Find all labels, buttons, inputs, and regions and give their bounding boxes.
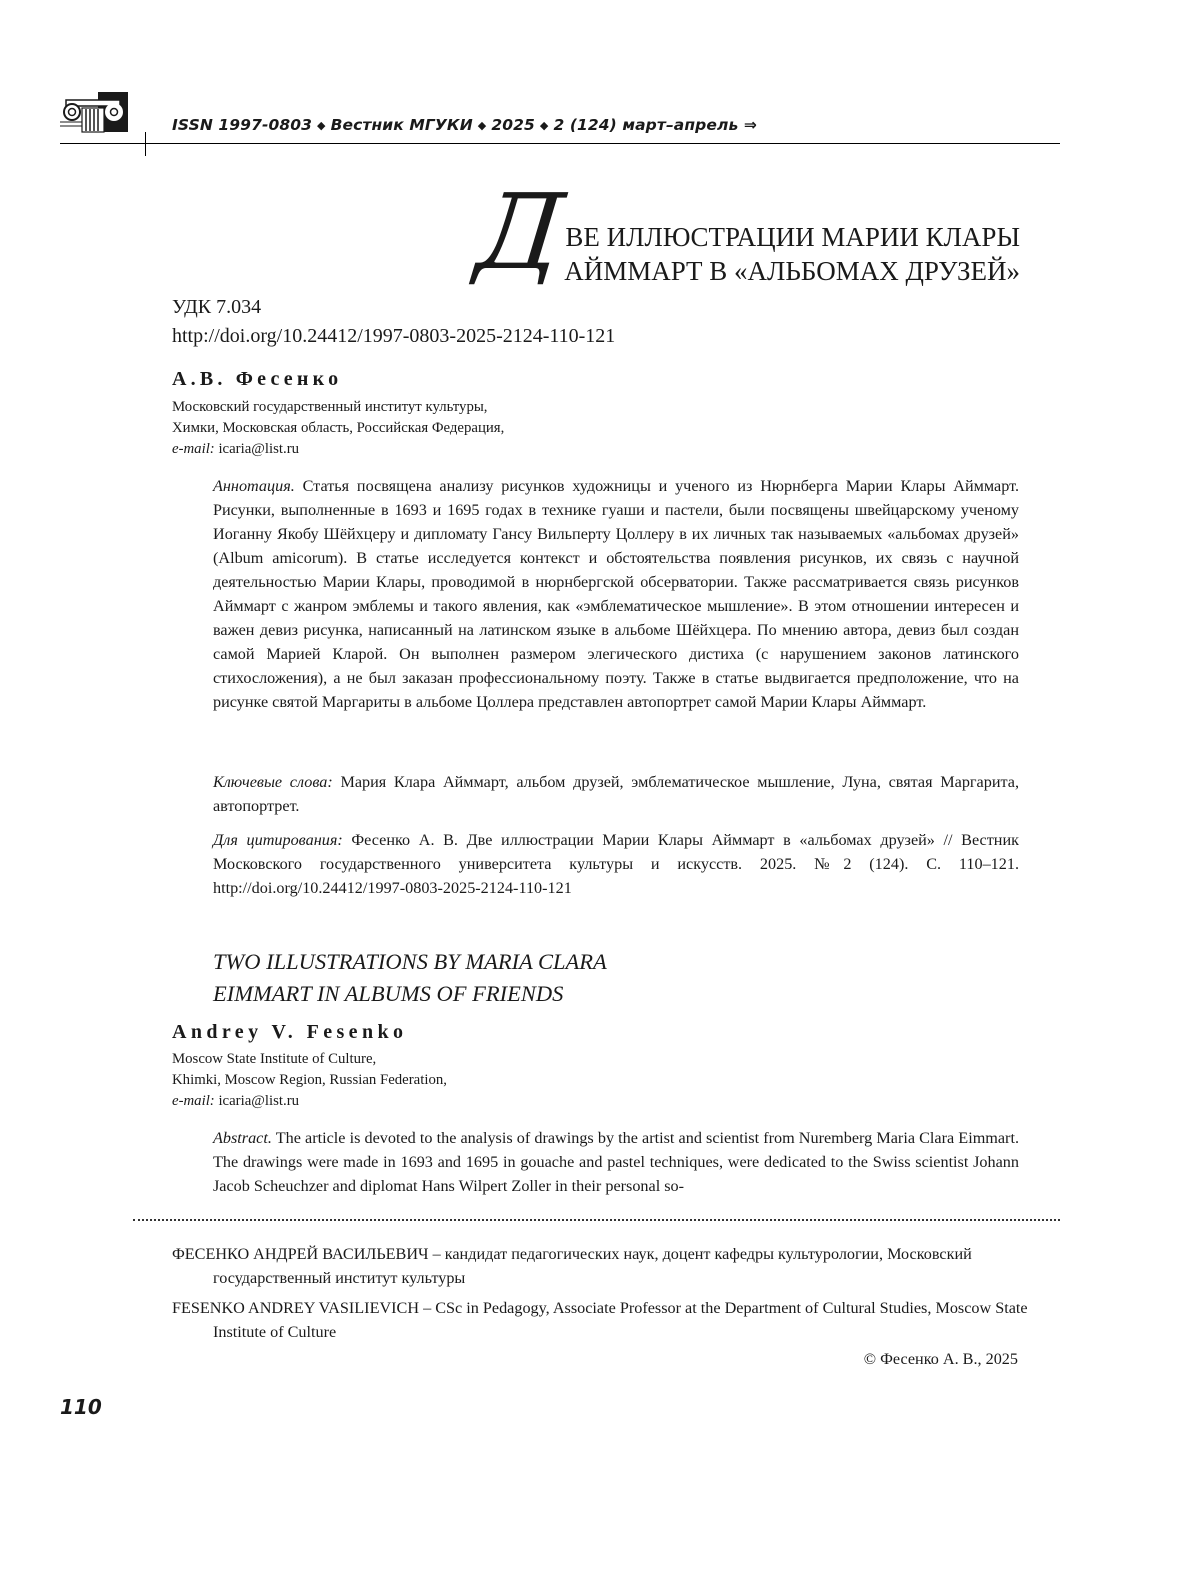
journal-logo-icon [60, 92, 128, 138]
author-bio-ru: ФЕСЕНКО АНДРЕЙ ВАСИЛЬЕВИЧ – кандидат педагогических наук, доцент кафедры культурологии, Московский государственный институт культуры [172, 1245, 972, 1287]
author-name-ru: А.В. Фесенко [172, 368, 343, 390]
affiliation-line-1: Московский государственный институт культуры, [172, 399, 488, 415]
english-title [213, 946, 607, 1010]
journal-year: 2025 [491, 116, 535, 134]
author-email-en [172, 1093, 299, 1110]
annotation-paragraph [213, 474, 1019, 714]
author-name-en: Andrey V. Fesenko [172, 1021, 408, 1043]
keywords-text: Мария Клара Айммарт, альбом друзей, эмблематическое мышление, Луна, святая Маргарита, автопортрет. [213, 773, 1020, 815]
english-title-line-2: EIMMART IN ALBUMS OF FRIENDS [213, 981, 564, 1006]
email-value[interactable]: icaria@list.ru [218, 441, 300, 457]
citation-paragraph [213, 828, 1019, 900]
annotation-label: Аннотация. [213, 477, 295, 495]
header-rule [60, 143, 1060, 144]
journal-name: Вестник МГУКИ [330, 116, 473, 134]
udk-code: УДК 7.034 [172, 296, 262, 318]
keywords-label: Ключевые слова: [213, 773, 333, 791]
email-label: e-mail: [172, 441, 215, 457]
author-email-ru [172, 441, 299, 458]
header-tick [145, 132, 146, 156]
diamond-separator-icon: ◆ [539, 119, 549, 132]
journal-issue: 2 (124) март–апрель ⇒ [553, 116, 757, 134]
footnote-divider [133, 1219, 1060, 1221]
citation-label: Для цитирования: [213, 831, 343, 849]
abstract-label: Abstract. [213, 1129, 272, 1147]
author-bio-en: FESENKO ANDREY VASILIEVICH – CSc in Pedagogy, Associate Professor at the Department of Cultural Studies, Moscow State Institute of Culture [172, 1299, 1028, 1341]
title-line-1: ВЕ ИЛЛЮСТРАЦИИ МАРИИ КЛАРЫ [565, 222, 1020, 252]
title-line-2: АЙММАРТ В «АЛЬБОМАХ ДРУЗЕЙ» [564, 256, 1020, 286]
keywords-paragraph [213, 770, 1019, 818]
email-value[interactable]: icaria@list.ru [218, 1093, 300, 1109]
english-title-line-1: TWO ILLUSTRATIONS BY MARIA CLARA [213, 949, 607, 974]
abstract-paragraph [213, 1126, 1019, 1198]
page-number: 110 [60, 1395, 102, 1419]
affiliation-en-line-2: Khimki, Moscow Region, Russian Federation, [172, 1072, 447, 1088]
annotation-text: Статья посвящена анализу рисунков художницы и ученого из Нюрнберга Марии Клары Айммарт. Рисунки, выполненные в 1693 и 1695 годах в технике гуаши и пастели, были посвящены швейцарскому ученому Иоганну Якобу Шёйхцеру и дипломату Гансу Вильперту Цоллеру в их личных так называемых «альбомах друзей» (Album amicorum). В статье исследуется контекст и обстоятельства появления рисунков, их связь с научной деятельностью Марии Клары, проводимой в нюрнбергской обсерватории. Также рассматривается связь рисунков Айммарт с жанром эмблемы и такого явления, как «эмблематическое мышление». В этом отношении интересен и важен девиз рисунка, написанный на латинском языке в альбоме Шёйхцера. По мнению автора, девиз был создан самой Марией Кларой. Он выполнен размером элегического дистиха (с нарушением законов латинского стихосложения), а не был заказан профессиональному поэту. Также в статье выдвигается предположение, что на рисунке святой Маргариты в альбоме Цоллера представлен автопортрет самой Марии Клары Айммарт. [213, 477, 1019, 711]
affiliation-en-line-1: Moscow State Institute of Culture, [172, 1051, 377, 1067]
title-dropcap: Д [471, 171, 569, 293]
diamond-separator-icon: ◆ [477, 119, 487, 132]
abstract-text: The article is devoted to the analysis of drawings by the artist and scientist from Nuremberg Maria Clara Eimmart. The drawings were made in 1693 and 1695 in gouache and pastel techniques, were dedicated to the Swiss scientist Johann Jacob Scheuchzer and diplomat Hans Wilpert Zoller in their personal so- [213, 1129, 1019, 1195]
citation-text: Фесенко А. В. Две иллюстрации Марии Клары Айммарт в «альбомах друзей» // Вестник Московского государственного университета культуры и искусств. 2025. №2 (124). С. 110–121. http://doi.org/10.24412/1997-0803-2025-2124-110-121 [213, 831, 1019, 897]
journal-issn: ISSN 1997-0803 [172, 116, 313, 134]
email-label: e-mail: [172, 1093, 215, 1109]
journal-header [172, 116, 757, 134]
copyright-notice: © Фесенко А. В., 2025 [863, 1350, 1018, 1368]
diamond-separator-icon: ◆ [317, 119, 326, 132]
affiliation-line-2: Химки, Московская область, Российская Федерация, [172, 420, 505, 436]
doi-link[interactable]: http://doi.org/10.24412/1997-0803-2025-2124-110-121 [172, 325, 616, 347]
